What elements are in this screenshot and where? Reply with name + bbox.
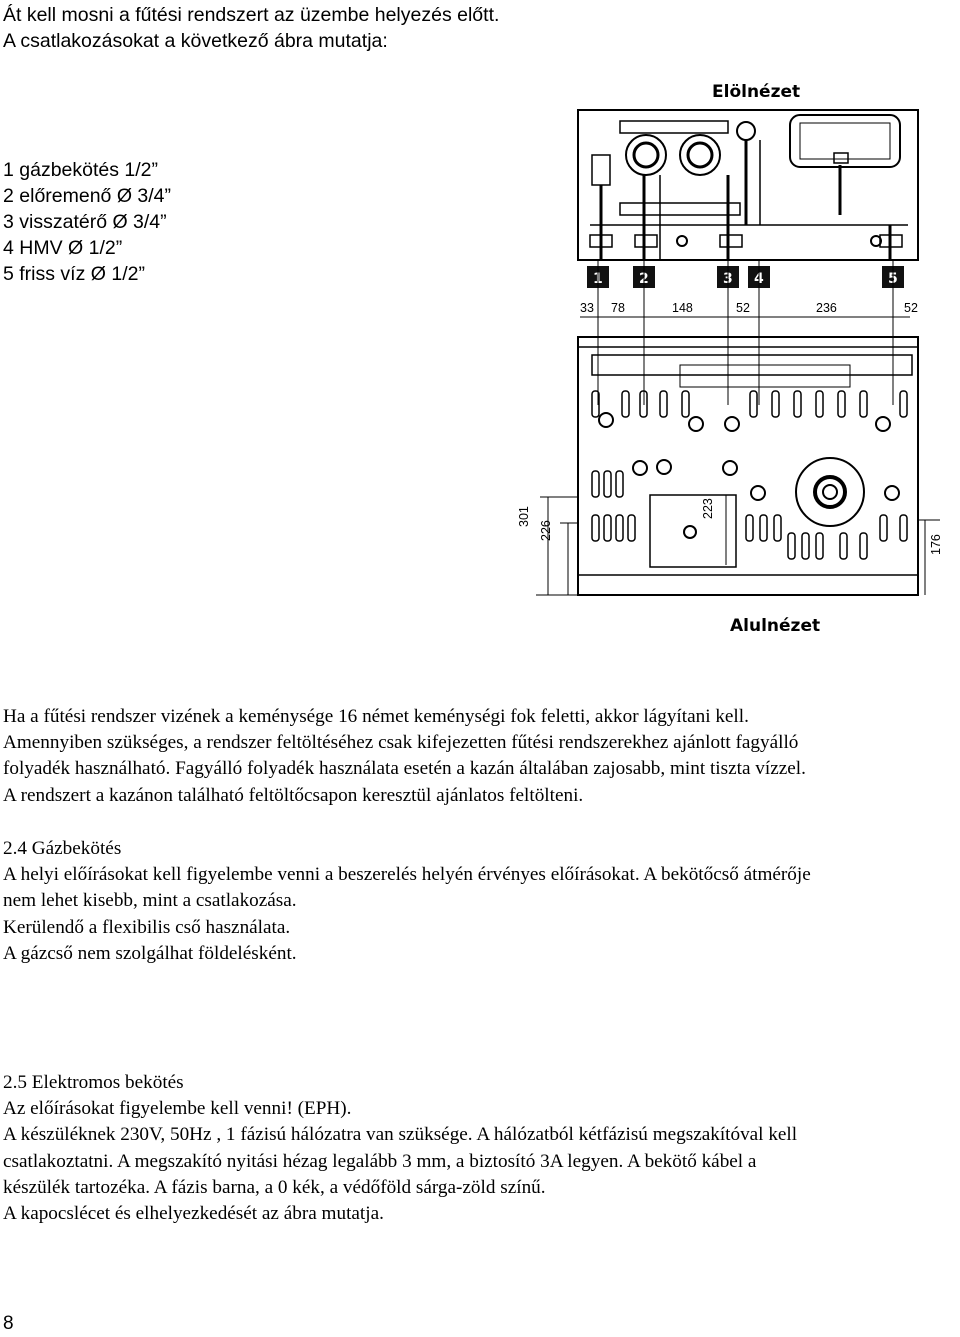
gas-connection-section bbox=[3, 836, 811, 967]
dim-176: 176 bbox=[929, 534, 943, 555]
dim-226: 226 bbox=[539, 520, 553, 541]
section-heading: 2.4 Gázbekötés bbox=[3, 838, 122, 859]
paragraph-line: csatlakoztatni. A megszakító nyitási hézag legalább 3 mm, a biztosító 3A legyen. A bekötő kábel a bbox=[3, 1150, 757, 1172]
connection-item: 5 friss víz Ø 1/2” bbox=[3, 263, 145, 285]
dim-148: 148 bbox=[672, 301, 693, 315]
page-number: 8 bbox=[3, 1313, 14, 1334]
dim-301: 301 bbox=[517, 506, 531, 527]
bottom-view-title: Alulnézet bbox=[730, 616, 821, 636]
paragraph-line: készülék tartozéka. A fázis barna, a 0 kék, a védőföld sárga-zöld színű. bbox=[3, 1176, 546, 1198]
paragraph-line: A készüléknek 230V, 50Hz , 1 fázisú hálózatra van szüksége. A hálózatból kétfázisú megszakítóval kell bbox=[3, 1124, 798, 1146]
height-dimensions bbox=[517, 498, 943, 555]
intro-line: A csatlakozásokat a következő ábra mutatja: bbox=[3, 30, 388, 52]
paragraph-line: Amennyiben szükséges, a rendszer feltöltéséhez csak kifejezetten fűtési rendszerekhez ajánlott fagyálló bbox=[3, 732, 799, 754]
connection-item: 1 gázbekötés 1/2” bbox=[3, 159, 159, 181]
front-view-title: Elölnézet bbox=[712, 82, 801, 102]
connection-item: 3 visszatérő Ø 3/4” bbox=[3, 211, 167, 233]
marker-3: 3 bbox=[723, 271, 733, 287]
front-view bbox=[578, 110, 918, 260]
section-heading: 2.5 Elektromos bekötés bbox=[3, 1072, 184, 1093]
dim-236: 236 bbox=[816, 301, 837, 315]
dim-52-b: 52 bbox=[904, 301, 918, 315]
paragraph-line: A rendszert a kazánon található feltöltőcsapon keresztül ajánlatos feltölteni. bbox=[3, 784, 584, 806]
paragraph-line: Ha a fűtési rendszer vizének a keménysége 16 német keménységi fok feletti, akkor lágyítani kell. bbox=[3, 706, 749, 727]
paragraph-line: Kerülendő a flexibilis cső használata. bbox=[3, 916, 291, 938]
electrical-connection-section bbox=[3, 1070, 797, 1227]
paragraph-line: A helyi előírásokat kell figyelembe venni a beszerelés helyén érvényes előírásokat. A bekötőcső átmérője bbox=[3, 864, 811, 886]
dim-33: 33 bbox=[580, 301, 594, 315]
connection-item: 2 előremenő Ø 3/4” bbox=[3, 185, 172, 207]
marker-1: 1 bbox=[593, 271, 603, 287]
dim-78: 78 bbox=[611, 301, 625, 315]
boiler-connection-diagram bbox=[500, 75, 950, 645]
marker-4: 4 bbox=[754, 271, 764, 287]
dim-52-a: 52 bbox=[736, 301, 750, 315]
intro-line: Át kell mosni a fűtési rendszert az üzembe helyezés előtt. bbox=[3, 4, 500, 26]
marker-2: 2 bbox=[639, 271, 649, 287]
bottom-view bbox=[536, 337, 940, 595]
paragraph-line: nem lehet kisebb, mint a csatlakozása. bbox=[3, 890, 297, 912]
paragraph-line: folyadék használható. Fagyálló folyadék használata esetén a kazán általában zajosabb, mint tiszta vízzel. bbox=[3, 758, 806, 780]
water-hardness-paragraph bbox=[3, 704, 806, 809]
marker-5: 5 bbox=[888, 271, 898, 287]
connection-list bbox=[3, 157, 171, 287]
connection-markers bbox=[587, 266, 904, 288]
paragraph-line: Az előírásokat figyelembe kell venni! (EPH). bbox=[3, 1098, 352, 1120]
paragraph-line: A gázcső nem szolgálhat földelésként. bbox=[3, 942, 297, 964]
paragraph-line: A kapocslécet és elhelyezkedését az ábra mutatja. bbox=[3, 1203, 384, 1225]
intro-text bbox=[3, 2, 499, 54]
connection-item: 4 HMV Ø 1/2” bbox=[3, 237, 123, 259]
dim-223: 223 bbox=[701, 498, 715, 519]
